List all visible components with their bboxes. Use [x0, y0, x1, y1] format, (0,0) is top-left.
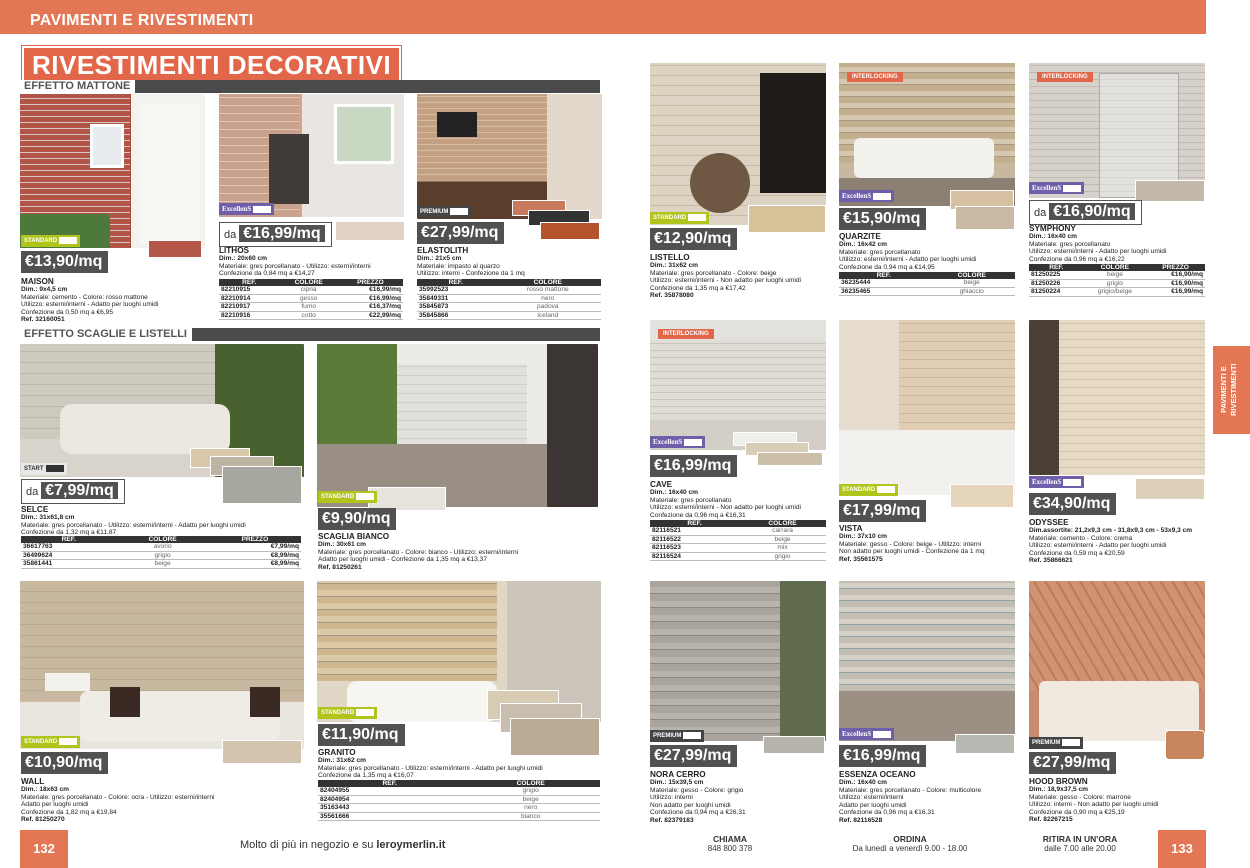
product-info-maison: [21, 277, 211, 324]
table-row: 81250225 beige €16,90/mq: [1031, 271, 1203, 279]
side-section-tab: PAVIMENTI E RIVESTIMENTI: [1213, 346, 1250, 434]
site-link[interactable]: leroymerlin.it: [376, 839, 446, 851]
product-photo-maison[interactable]: [20, 94, 205, 248]
price-symphony: da €16,90/mq: [1029, 200, 1142, 225]
product-desc: Utilizzo: esterni/interni - Adatto per luoghi umidi: [1029, 542, 1167, 550]
product-info-wall: [21, 777, 311, 824]
product-photo-symphony[interactable]: [1029, 63, 1205, 198]
page-title: RIVESTIMENTI DECORATIVI: [22, 46, 401, 85]
product-desc: Materiale: gres porcellanato: [650, 496, 732, 504]
footer-pickup: [1025, 835, 1135, 853]
table-row: 82210915 cipria €16,99/mq: [221, 286, 401, 294]
page-number-left: 132: [20, 830, 68, 868]
ref-table-lithos: REF. COLORE PREZZO 82210915 cipria €16,99/mq 82210914 gesso €16,99/mq 82210917 fumo €16,37/mq 82210916 cotto €22,99/mq: [221, 279, 401, 319]
product-desc: Materiale: cemento - Colore: crema: [1029, 534, 1133, 542]
price-essenza: €16,99/mq: [839, 745, 926, 767]
product-desc: Utilizzo: esterni/interni: [839, 794, 904, 802]
price-hood: €27,99/mq: [1029, 752, 1116, 774]
product-desc: Materiale: gres porcellanato - Colore: bianco - Utilizzo: esterni/interni: [318, 548, 519, 556]
product-desc: Confezione da 0,50 mq a €6,95: [21, 308, 114, 316]
product-photo-lithos[interactable]: [219, 94, 404, 217]
badge-premium: PREMIUM: [1029, 737, 1083, 749]
table-row: 82116521 carrara: [650, 527, 826, 535]
swatch-cave-3: [757, 452, 823, 466]
swatch-lithos: [335, 221, 405, 241]
section-header: PAVIMENTI E RIVESTIMENTI: [0, 0, 625, 34]
badge-standard: STANDARD: [839, 484, 898, 496]
product-photo-quarzite[interactable]: [839, 63, 1015, 206]
price-scaglia: €9,90/mq: [318, 508, 396, 530]
table-row: 36499624 grigio €8,99/mq: [23, 551, 299, 559]
swatch-hood: [1165, 730, 1205, 760]
badge-interlocking: INTERLOCKING: [1037, 72, 1093, 82]
product-info-essenza: [839, 770, 1029, 825]
product-info-granito: [318, 748, 608, 780]
product-desc: Materiale: gesso - Colore: grigio: [650, 786, 744, 794]
product-name: VISTA: [839, 524, 863, 533]
product-desc: Adatto per luoghi umidi: [839, 801, 907, 809]
product-desc: Materiale: gres porcellanato - Colore: ocra - Utilizzo: esterni/interni: [21, 793, 215, 801]
footer-order: [835, 835, 985, 853]
product-desc: Materiale: gres porcellanato - Utilizzo: esterni/interni - Adatto per luoghi umidi: [318, 764, 543, 772]
product-photo-wall[interactable]: [20, 581, 304, 749]
table-row: 82404955 grigio: [318, 787, 600, 795]
table-row: 35861441 beige €8,99/mq: [23, 560, 299, 568]
product-name: ELASTOLITH: [417, 246, 469, 255]
table-row: 35163443 nero: [318, 804, 600, 812]
badge-excellens: ExcellenS: [1029, 476, 1084, 488]
product-photo-essenza[interactable]: [839, 581, 1015, 741]
table-row: 35849331 nero: [417, 294, 601, 302]
order-heading: ORDINA: [893, 834, 927, 844]
product-desc: Materiale: gres porcellanato: [1029, 240, 1111, 248]
product-desc: Utilizzo: esterni/interni - Non adatto per luoghi umidi: [650, 277, 801, 285]
price-selce: da €7,99/mq: [21, 479, 125, 504]
swatch-listello: [748, 205, 826, 233]
ref-table-symphony: REF. COLORE PREZZO 81250225 beige €16,90/mq 81250226 grigio €16,90/mq 81250224 grigio/beige €16,99/mq: [1031, 264, 1203, 296]
table-row: 36235444 beige: [839, 279, 1015, 287]
product-desc: Confezione da 0,90 mq a €25,19: [1029, 808, 1125, 816]
product-name: ESSENZA OCEANO: [839, 770, 916, 779]
product-ref: Ref. 35878080: [650, 292, 694, 300]
product-photo-odyssee[interactable]: [1029, 320, 1205, 475]
product-dim: Dim.assortite: 21,2x9,3 cm - 31,8x9,3 cm - 53x9,3 cm: [1029, 527, 1193, 534]
product-dim: Dim.: 16x40 cm: [1029, 233, 1078, 240]
product-photo-scaglia[interactable]: [317, 344, 598, 507]
product-dim: Dim.: 21x5 cm: [417, 255, 462, 262]
ref-table-elastolith: REF. COLORE 35992523 rosso mattone 35849331 nero 35845873 padova 35845866 iceland: [417, 279, 601, 320]
ref-table-cave: REF. COLORE 82116521 carrara 82116522 beige 82116523 mix 82116524 grigio: [650, 520, 826, 561]
product-info-elastolith: [417, 246, 607, 278]
table-row: 82116524 grigio: [650, 552, 826, 560]
product-name: QUARZITE: [839, 232, 881, 241]
product-dim: Dim.: 31x62 cm: [650, 262, 699, 269]
table-row: 35845873 padova: [417, 303, 601, 311]
swatch-quarzite-2: [955, 206, 1015, 230]
badge-standard: STANDARD: [21, 235, 80, 247]
product-dim: Dim.: 16x42 cm: [839, 241, 888, 248]
badge-standard: STANDARD: [650, 212, 709, 224]
product-info-selce: [21, 505, 311, 537]
product-ref: Ref. 32160051: [21, 316, 65, 324]
product-info-cave: [650, 480, 840, 519]
product-name: LISTELLO: [650, 253, 690, 262]
table-row: 82404954 beige: [318, 795, 600, 803]
swatch-odyssee: [1135, 478, 1205, 500]
product-dim: Dim.: 16x40 cm: [839, 779, 888, 786]
table-row: 82210916 cotto €22,99/mq: [221, 311, 401, 319]
price-noracerro: €27,99/mq: [650, 745, 737, 767]
product-ref: Ref. 35866621: [1029, 557, 1073, 565]
product-desc: Confezione da 0,96 mq a €16,31: [839, 809, 935, 817]
product-name: LITHOS: [219, 246, 250, 255]
price-listello: €12,90/mq: [650, 228, 737, 250]
product-name: HOOD BROWN: [1029, 777, 1088, 786]
product-desc: Confezione da 0,84 mq a €14,27: [219, 270, 315, 278]
ref-table-granito: REF. COLORE 82404955 grigio 82404954 beige 35163443 nero 35561666 bianco: [318, 780, 600, 821]
swatch-symphony: [1135, 180, 1205, 202]
footer-tagline: Molto di più in negozio e su leroymerlin.it: [240, 839, 446, 851]
product-dim: Dim.: 9x4,5 cm: [21, 286, 68, 293]
table-row: 82116522 beige: [650, 535, 826, 543]
badge-excellens: ExcellenS: [650, 436, 705, 448]
product-photo-noracerro[interactable]: [650, 581, 826, 741]
table-row: 82210917 fumo €16,37/mq: [221, 303, 401, 311]
table-row: 35992523 rosso mattone: [417, 286, 601, 294]
badge-excellens: ExcellenS: [219, 203, 274, 215]
swatch-elastolith-3: [540, 222, 600, 240]
product-dim: Dim.: 30x61 cm: [318, 541, 367, 548]
badge-interlocking: INTERLOCKING: [658, 329, 714, 339]
product-name: GRANITO: [318, 748, 356, 757]
table-row: 36235465 ghiaccio: [839, 287, 1015, 295]
price-vista: €17,99/mq: [839, 500, 926, 522]
product-info-vista: [839, 524, 1029, 563]
badge-excellens: ExcellenS: [839, 190, 894, 202]
product-desc: Materiale: gesso - Colore: marrone: [1029, 793, 1131, 801]
product-info-symphony: [1029, 224, 1219, 263]
product-dim: Dim.: 31x61,8 cm: [21, 514, 75, 521]
product-desc: Non adatto per luoghi umidi - Confezione da 1 mq: [839, 548, 985, 556]
product-name: SCAGLIA BIANCO: [318, 532, 390, 541]
table-row: 81250224 grigio/beige €16,99/mq: [1031, 288, 1203, 296]
product-ref: Ref. 82379183: [650, 816, 694, 824]
table-row: 82116523 mix: [650, 544, 826, 552]
product-dim: Dim.: 16x40 cm: [650, 489, 699, 496]
product-desc: Confezione da 0,96 mq a €16,31: [650, 511, 746, 519]
table-row: 35561666 bianco: [318, 812, 600, 820]
price-wall: €10,90/mq: [21, 752, 108, 774]
product-desc: Materiale: gres porcellanato - Utilizzo: esterni/interni - Adatto per luoghi umidi: [21, 521, 246, 529]
product-desc: Adatto per luoghi umidi - Confezione da 1,35 mq a €13,37: [318, 556, 487, 564]
product-name: MAISON: [21, 277, 54, 286]
product-info-listello: [650, 253, 840, 300]
swatch-noracerro: [763, 736, 825, 754]
product-info-scaglia: [318, 532, 608, 571]
pickup-hours: dalle 7.00 alle 20.00: [1044, 844, 1116, 853]
product-name: SYMPHONY: [1029, 224, 1076, 233]
product-info-lithos: [219, 246, 409, 278]
price-lithos: da €16,99/mq: [219, 222, 332, 247]
product-ref: Ref. 82267215: [1029, 816, 1073, 824]
swatch-selce-3: [222, 466, 302, 504]
swatch-wall: [222, 740, 302, 764]
product-desc: Materiale: gres porcellanato: [839, 248, 921, 256]
product-name: ODYSSEE: [1029, 518, 1069, 527]
product-desc: Confezione da 0,94 mq a €26,31: [650, 809, 746, 817]
product-photo-elastolith[interactable]: [417, 94, 602, 219]
table-row: 35845866 iceland: [417, 311, 601, 319]
price-maison: €13,90/mq: [21, 251, 108, 273]
badge-excellens: ExcellenS: [1029, 182, 1084, 194]
ref-table-quarzite: REF. COLORE 36235444 beige 36235465 ghiaccio: [839, 272, 1015, 296]
product-desc: Confezione da 1,82 mq a €19,84: [21, 808, 117, 816]
price-cave: €16,99/mq: [650, 455, 737, 477]
product-info-quarzite: [839, 232, 1029, 271]
price-granito: €11,90/mq: [318, 724, 405, 746]
price-quarzite: €15,90/mq: [839, 208, 926, 230]
product-dim: Dim.: 18x63 cm: [21, 786, 70, 793]
product-desc: Utilizzo: esterni/interni - Non adatto per luoghi umidi: [650, 504, 801, 512]
ref-table-selce: REF. COLORE PREZZO 36617763 avorio €7,99/mq 36499624 grigio €8,99/mq 35861441 beige €8,99/mq: [23, 536, 299, 568]
badge-excellens: ExcellenS: [839, 728, 894, 740]
section-title-mattone: EFFETTO MATTONE: [20, 80, 135, 93]
badge-standard: STANDARD: [318, 707, 377, 719]
page-number-right: 133: [1158, 830, 1206, 868]
product-desc: Materiale: impasto al quarzo: [417, 262, 500, 270]
product-dim: Dim.: 37x10 cm: [839, 533, 888, 540]
product-name: NORA CERRO: [650, 770, 706, 779]
product-ref: Ref. 81250270: [21, 816, 65, 824]
section-title-scaglie: EFFETTO SCAGLIE E LISTELLI: [20, 328, 192, 341]
product-name: SELCE: [21, 505, 49, 514]
product-ref: Ref. 35561575: [839, 555, 883, 563]
table-row: 82210914 gesso €16,99/mq: [221, 294, 401, 302]
product-desc: Confezione da 1,35 mq a €16,07: [318, 772, 414, 780]
product-desc: Utilizzo: interni: [650, 794, 693, 802]
product-info-hood: [1029, 777, 1219, 824]
product-ref: Ref. 82116528: [839, 816, 883, 824]
product-dim: Dim.: 18,9x37,5 cm: [1029, 786, 1089, 793]
price-odyssee: €34,90/mq: [1029, 493, 1116, 515]
right-page: [625, 0, 1250, 868]
product-desc: Utilizzo: esterni/interni - Adatto per luoghi umidi: [839, 256, 977, 264]
product-ref: Ref. 81250261: [318, 563, 362, 571]
product-desc: Confezione da 1,35 mq a €17,42: [650, 284, 746, 292]
product-desc: Confezione da 1,32 mq a €11,87: [21, 529, 117, 537]
call-heading: CHIAMA: [713, 834, 747, 844]
product-desc: Confezione da 0,94 mq a €14,95: [839, 263, 935, 271]
call-number[interactable]: 848 800 378: [707, 844, 753, 853]
product-dim: Dim.: 31x62 cm: [318, 757, 367, 764]
product-desc: Confezione da 0,59 mq a €20,59: [1029, 549, 1125, 557]
product-desc: Utilizzo: esterni/interni - Adatto per luoghi umidi: [1029, 248, 1167, 256]
product-name: WALL: [21, 777, 45, 786]
section-header-bar: [625, 0, 1206, 34]
product-photo-listello[interactable]: [650, 63, 826, 225]
product-dim: Dim.: 20x60 cm: [219, 255, 268, 262]
product-desc: Utilizzo: interni - Non adatto per luoghi umidi: [1029, 801, 1159, 809]
product-info-odyssee: [1029, 518, 1239, 565]
badge-premium: PREMIUM: [417, 206, 471, 218]
price-elastolith: €27,99/mq: [417, 222, 504, 244]
product-desc: Confezione da 0,96 mq a €16,22: [1029, 255, 1125, 263]
footer-call: [675, 835, 785, 853]
product-desc: Non adatto per luoghi umidi: [650, 801, 731, 809]
product-photo-hood[interactable]: [1029, 581, 1205, 741]
product-dim: Dim.: 15x39,5 cm: [650, 779, 704, 786]
product-desc: Materiale: cemento - Colore: rosso mattone: [21, 293, 148, 301]
product-name: CAVE: [650, 480, 673, 489]
product-desc: Utilizzo: interni - Confezione da 1 mq: [417, 270, 525, 278]
product-desc: Utilizzo: esterni/interni - Adatto per luoghi umidi: [21, 301, 159, 309]
product-desc: Materiale: gres porcellanato - Utilizzo: esterni/interni: [219, 262, 371, 270]
badge-standard: STANDARD: [21, 736, 80, 748]
badge-start: START: [21, 463, 67, 475]
table-row: 36617763 avorio €7,99/mq: [23, 543, 299, 551]
product-desc: Materiale: gres porcellanato - Colore: beige: [650, 269, 777, 277]
badge-standard: STANDARD: [318, 491, 377, 503]
order-hours: Da lunedì a venerdì 9.00 - 18.00: [852, 844, 968, 853]
product-photo-vista[interactable]: [839, 320, 1015, 495]
table-row: 81250226 grigio €16,90/mq: [1031, 279, 1203, 287]
swatch-maison: [148, 240, 202, 258]
pickup-heading: RITIRA IN UN'ORA: [1042, 834, 1118, 844]
swatch-essenza: [955, 734, 1015, 754]
product-desc: Adatto per luoghi umidi: [21, 801, 89, 809]
product-photo-cave[interactable]: [650, 320, 826, 450]
product-desc: Materiale: gesso - Colore: beige - Utilizzo: interni: [839, 540, 982, 548]
swatch-vista: [950, 484, 1014, 508]
badge-interlocking: INTERLOCKING: [847, 72, 903, 82]
product-desc: Materiale: gres porcellanato - Colore: multicolore: [839, 786, 982, 794]
badge-premium: PREMIUM: [650, 730, 704, 742]
product-info-noracerro: [650, 770, 840, 825]
